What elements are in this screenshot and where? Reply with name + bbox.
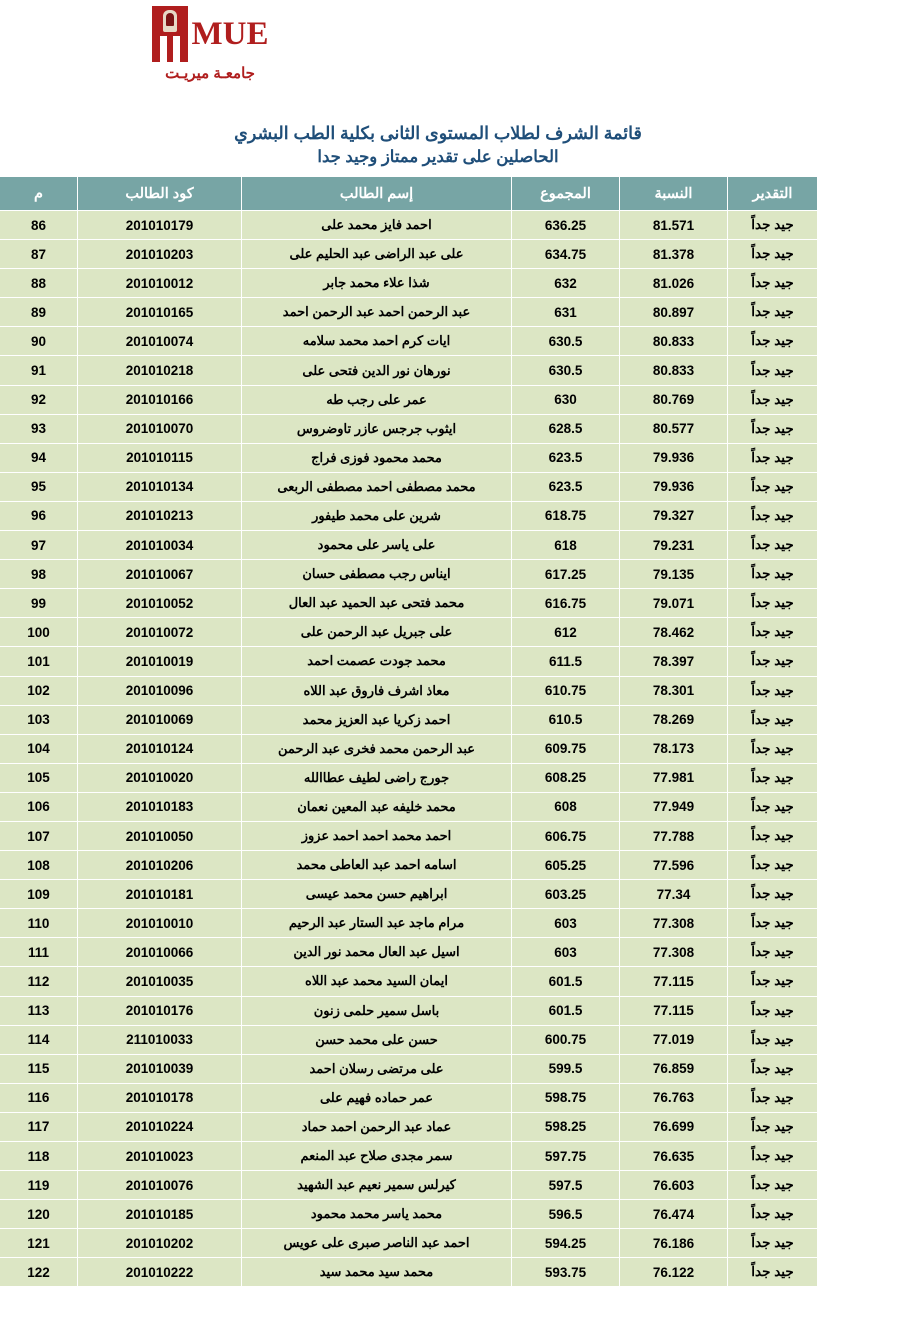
cell-student-name: عبد الرحمن محمد فخرى عبد الرحمن <box>242 734 512 763</box>
cell-index: 89 <box>0 298 78 327</box>
table-row <box>0 967 818 996</box>
cell-student-code: 201010176 <box>78 996 242 1025</box>
cell-total: 608.25 <box>512 763 620 792</box>
cell-percentage: 77.981 <box>620 763 728 792</box>
table-row <box>0 618 818 647</box>
cell-index: 116 <box>0 1083 78 1112</box>
cell-grade: جيد جداً <box>728 792 818 821</box>
cell-student-name: محمد جودت عصمت احمد <box>242 647 512 676</box>
cell-student-code: 201010066 <box>78 938 242 967</box>
table-row <box>0 1142 818 1171</box>
page-title-line1: قائمة الشرف لطلاب المستوى الثانى بكلية الطب البشري <box>234 123 642 143</box>
cell-total: 594.25 <box>512 1229 620 1258</box>
cell-percentage: 79.135 <box>620 560 728 589</box>
cell-percentage: 81.026 <box>620 269 728 298</box>
table-row <box>0 821 818 850</box>
cell-total: 612 <box>512 618 620 647</box>
cell-student-name: على عبد الراضى عبد الحليم على <box>242 240 512 269</box>
cell-index: 114 <box>0 1025 78 1054</box>
cell-student-code: 201010034 <box>78 531 242 560</box>
table-row <box>0 385 818 414</box>
cell-index: 107 <box>0 821 78 850</box>
cell-student-name: على جبريل عبد الرحمن على <box>242 618 512 647</box>
table-row <box>0 705 818 734</box>
cell-student-name: مرام ماجد عبد الستار عبد الرحيم <box>242 909 512 938</box>
cell-total: 636.25 <box>512 211 620 240</box>
cell-grade: جيد جداً <box>728 298 818 327</box>
cell-student-code: 201010213 <box>78 501 242 530</box>
cell-percentage: 81.571 <box>620 211 728 240</box>
cell-index: 91 <box>0 356 78 385</box>
cell-student-name: ايثوب جرجس عازر تاوضروس <box>242 414 512 443</box>
table-row <box>0 734 818 763</box>
cell-total: 610.75 <box>512 676 620 705</box>
cell-student-name: نورهان نور الدين فتحى على <box>242 356 512 385</box>
table-body <box>0 211 818 1287</box>
cell-total: 628.5 <box>512 414 620 443</box>
cell-percentage: 76.859 <box>620 1054 728 1083</box>
cell-student-code: 201010072 <box>78 618 242 647</box>
cell-total: 623.5 <box>512 472 620 501</box>
cell-grade: جيد جداً <box>728 618 818 647</box>
cell-percentage: 77.949 <box>620 792 728 821</box>
cell-total: 611.5 <box>512 647 620 676</box>
cell-total: 601.5 <box>512 967 620 996</box>
cell-student-name: جورج راضى لطيف عطاالله <box>242 763 512 792</box>
cell-total: 632 <box>512 269 620 298</box>
page-title <box>58 122 818 168</box>
cell-percentage: 80.769 <box>620 385 728 414</box>
cell-percentage: 78.269 <box>620 705 728 734</box>
cell-total: 609.75 <box>512 734 620 763</box>
cell-index: 113 <box>0 996 78 1025</box>
cell-index: 108 <box>0 851 78 880</box>
cell-student-code: 201010050 <box>78 821 242 850</box>
table-header-row <box>0 177 818 211</box>
column-header-total: المجموع <box>512 177 620 211</box>
cell-grade: جيد جداً <box>728 269 818 298</box>
cell-grade: جيد جداً <box>728 589 818 618</box>
cell-student-code: 201010185 <box>78 1200 242 1229</box>
column-header-student-name: إسم الطالب <box>242 177 512 211</box>
table-row <box>0 880 818 909</box>
cell-percentage: 79.231 <box>620 531 728 560</box>
cell-percentage: 76.122 <box>620 1258 728 1287</box>
cell-student-code: 201010035 <box>78 967 242 996</box>
cell-student-code: 201010179 <box>78 211 242 240</box>
cell-grade: جيد جداً <box>728 1258 818 1287</box>
cell-student-name: محمد خليفه عبد المعين نعمان <box>242 792 512 821</box>
cell-percentage: 78.301 <box>620 676 728 705</box>
cell-total: 603 <box>512 909 620 938</box>
cell-total: 606.75 <box>512 821 620 850</box>
cell-grade: جيد جداً <box>728 211 818 240</box>
cell-student-name: عمر حماده فهيم على <box>242 1083 512 1112</box>
cell-grade: جيد جداً <box>728 1142 818 1171</box>
cell-index: 92 <box>0 385 78 414</box>
cell-total: 630 <box>512 385 620 414</box>
cell-student-code: 201010124 <box>78 734 242 763</box>
cell-student-code: 201010012 <box>78 269 242 298</box>
cell-student-code: 201010166 <box>78 385 242 414</box>
cell-percentage: 77.596 <box>620 851 728 880</box>
table-row <box>0 560 818 589</box>
cell-student-name: اسامه احمد عبد العاطى محمد <box>242 851 512 880</box>
cell-percentage: 80.833 <box>620 356 728 385</box>
logo-text: MUE <box>191 15 269 52</box>
cell-total: 616.75 <box>512 589 620 618</box>
cell-grade: جيد جداً <box>728 560 818 589</box>
cell-student-name: ايناس رجب مصطفى حسان <box>242 560 512 589</box>
cell-total: 617.25 <box>512 560 620 589</box>
table-row <box>0 1025 818 1054</box>
cell-percentage: 76.186 <box>620 1229 728 1258</box>
cell-total: 603 <box>512 938 620 967</box>
cell-total: 599.5 <box>512 1054 620 1083</box>
cell-student-name: عمر على رجب طه <box>242 385 512 414</box>
cell-student-name: محمد ياسر محمد محمود <box>242 1200 512 1229</box>
cell-student-code: 201010183 <box>78 792 242 821</box>
table-row <box>0 211 818 240</box>
cell-index: 101 <box>0 647 78 676</box>
cell-index: 96 <box>0 501 78 530</box>
cell-student-code: 201010023 <box>78 1142 242 1171</box>
cell-total: 605.25 <box>512 851 620 880</box>
table-row <box>0 996 818 1025</box>
table-row <box>0 269 818 298</box>
cell-grade: جيد جداً <box>728 531 818 560</box>
table-row <box>0 763 818 792</box>
cell-total: 618.75 <box>512 501 620 530</box>
cell-percentage: 77.115 <box>620 996 728 1025</box>
cell-student-name: عماد عبد الرحمن احمد حماد <box>242 1112 512 1141</box>
cell-grade: جيد جداً <box>728 938 818 967</box>
cell-percentage: 76.635 <box>620 1142 728 1171</box>
cell-index: 111 <box>0 938 78 967</box>
cell-student-name: محمد فتحى عبد الحميد عبد العال <box>242 589 512 618</box>
cell-student-name: على مرتضى رسلان احمد <box>242 1054 512 1083</box>
cell-student-name: باسل سمير حلمى زنون <box>242 996 512 1025</box>
cell-percentage: 78.462 <box>620 618 728 647</box>
column-header-index: م <box>0 177 78 211</box>
cell-index: 97 <box>0 531 78 560</box>
cell-total: 610.5 <box>512 705 620 734</box>
cell-grade: جيد جداً <box>728 1200 818 1229</box>
cell-student-code: 201010203 <box>78 240 242 269</box>
cell-grade: جيد جداً <box>728 996 818 1025</box>
table-row <box>0 589 818 618</box>
university-logo <box>100 6 320 82</box>
cell-total: 608 <box>512 792 620 821</box>
cell-index: 117 <box>0 1112 78 1141</box>
table-row <box>0 909 818 938</box>
cell-grade: جيد جداً <box>728 821 818 850</box>
cell-student-code: 201010096 <box>78 676 242 705</box>
cell-total: 634.75 <box>512 240 620 269</box>
cell-index: 86 <box>0 211 78 240</box>
cell-percentage: 77.788 <box>620 821 728 850</box>
cell-grade: جيد جداً <box>728 880 818 909</box>
column-header-percentage: النسبة <box>620 177 728 211</box>
cell-percentage: 78.397 <box>620 647 728 676</box>
cell-grade: جيد جداً <box>728 909 818 938</box>
cell-grade: جيد جداً <box>728 1025 818 1054</box>
cell-total: 631 <box>512 298 620 327</box>
university-monument-icon <box>152 6 188 62</box>
cell-total: 601.5 <box>512 996 620 1025</box>
cell-grade: جيد جداً <box>728 443 818 472</box>
cell-percentage: 80.897 <box>620 298 728 327</box>
cell-percentage: 77.308 <box>620 909 728 938</box>
table-row <box>0 1054 818 1083</box>
cell-total: 598.75 <box>512 1083 620 1112</box>
cell-student-code: 201010218 <box>78 356 242 385</box>
cell-student-code: 201010202 <box>78 1229 242 1258</box>
cell-student-name: احمد عبد الناصر صبرى على عويس <box>242 1229 512 1258</box>
cell-grade: جيد جداً <box>728 647 818 676</box>
cell-grade: جيد جداً <box>728 676 818 705</box>
table-row <box>0 414 818 443</box>
cell-total: 630.5 <box>512 327 620 356</box>
cell-percentage: 80.577 <box>620 414 728 443</box>
cell-grade: جيد جداً <box>728 1112 818 1141</box>
cell-student-code: 201010074 <box>78 327 242 356</box>
cell-student-code: 201010178 <box>78 1083 242 1112</box>
cell-index: 115 <box>0 1054 78 1083</box>
cell-student-name: اسيل عبد العال محمد نور الدين <box>242 938 512 967</box>
cell-percentage: 76.474 <box>620 1200 728 1229</box>
cell-student-code: 201010115 <box>78 443 242 472</box>
cell-index: 100 <box>0 618 78 647</box>
cell-percentage: 79.936 <box>620 443 728 472</box>
cell-index: 102 <box>0 676 78 705</box>
cell-grade: جيد جداً <box>728 1171 818 1200</box>
cell-grade: جيد جداً <box>728 1083 818 1112</box>
cell-index: 121 <box>0 1229 78 1258</box>
table-row <box>0 531 818 560</box>
cell-index: 94 <box>0 443 78 472</box>
cell-percentage: 76.603 <box>620 1171 728 1200</box>
cell-student-name: سمر مجدى صلاح عبد المنعم <box>242 1142 512 1171</box>
cell-index: 120 <box>0 1200 78 1229</box>
cell-student-code: 201010039 <box>78 1054 242 1083</box>
cell-total: 623.5 <box>512 443 620 472</box>
cell-grade: جيد جداً <box>728 240 818 269</box>
cell-student-name: عبد الرحمن احمد عبد الرحمن احمد <box>242 298 512 327</box>
honor-list-table-wrapper <box>0 176 818 1287</box>
cell-percentage: 77.34 <box>620 880 728 909</box>
cell-index: 105 <box>0 763 78 792</box>
cell-student-code: 201010224 <box>78 1112 242 1141</box>
table-row <box>0 356 818 385</box>
column-header-student-code: كود الطالب <box>78 177 242 211</box>
table-row <box>0 240 818 269</box>
cell-total: 593.75 <box>512 1258 620 1287</box>
cell-student-name: معاذ اشرف فاروق عبد اللاه <box>242 676 512 705</box>
cell-grade: جيد جداً <box>728 763 818 792</box>
cell-student-code: 201010019 <box>78 647 242 676</box>
cell-total: 596.5 <box>512 1200 620 1229</box>
cell-total: 630.5 <box>512 356 620 385</box>
table-row <box>0 327 818 356</box>
cell-student-code: 201010070 <box>78 414 242 443</box>
cell-student-name: محمد محمود فوزى فراج <box>242 443 512 472</box>
cell-grade: جيد جداً <box>728 734 818 763</box>
cell-total: 600.75 <box>512 1025 620 1054</box>
cell-student-name: ايات كرم احمد محمد سلامه <box>242 327 512 356</box>
cell-index: 110 <box>0 909 78 938</box>
cell-student-code: 201010052 <box>78 589 242 618</box>
cell-student-code: 211010033 <box>78 1025 242 1054</box>
table-row <box>0 1229 818 1258</box>
logo-subtitle: جامعـة ميريـت <box>165 65 255 82</box>
cell-index: 93 <box>0 414 78 443</box>
cell-total: 597.5 <box>512 1171 620 1200</box>
cell-student-name: محمد مصطفى احمد مصطفى الربعى <box>242 472 512 501</box>
cell-student-name: ايمان السيد محمد عبد اللاه <box>242 967 512 996</box>
cell-student-name: حسن على محمد حسن <box>242 1025 512 1054</box>
cell-index: 122 <box>0 1258 78 1287</box>
cell-student-code: 201010010 <box>78 909 242 938</box>
cell-index: 118 <box>0 1142 78 1171</box>
cell-total: 597.75 <box>512 1142 620 1171</box>
cell-grade: جيد جداً <box>728 1229 818 1258</box>
table-row <box>0 938 818 967</box>
cell-index: 103 <box>0 705 78 734</box>
page-title-line2: الحاصلين على تقدير ممتاز وجيد جدا <box>317 147 559 166</box>
cell-percentage: 77.019 <box>620 1025 728 1054</box>
cell-grade: جيد جداً <box>728 327 818 356</box>
cell-grade: جيد جداً <box>728 385 818 414</box>
table-row <box>0 1200 818 1229</box>
cell-student-name: شذا علاء محمد جابر <box>242 269 512 298</box>
cell-student-code: 201010181 <box>78 880 242 909</box>
cell-index: 106 <box>0 792 78 821</box>
table-row <box>0 1258 818 1287</box>
cell-student-name: احمد زكريا عبد العزيز محمد <box>242 705 512 734</box>
honor-list-table <box>0 176 818 1287</box>
cell-percentage: 79.936 <box>620 472 728 501</box>
cell-index: 95 <box>0 472 78 501</box>
cell-student-code: 201010076 <box>78 1171 242 1200</box>
cell-percentage: 80.833 <box>620 327 728 356</box>
table-row <box>0 792 818 821</box>
cell-grade: جيد جداً <box>728 356 818 385</box>
cell-grade: جيد جداً <box>728 967 818 996</box>
cell-index: 99 <box>0 589 78 618</box>
cell-grade: جيد جداً <box>728 1054 818 1083</box>
cell-student-code: 201010069 <box>78 705 242 734</box>
table-row <box>0 1083 818 1112</box>
cell-index: 87 <box>0 240 78 269</box>
table-row <box>0 501 818 530</box>
cell-index: 112 <box>0 967 78 996</box>
cell-student-name: شرين على محمد طيفور <box>242 501 512 530</box>
table-row <box>0 1112 818 1141</box>
cell-grade: جيد جداً <box>728 472 818 501</box>
column-header-grade: التقدير <box>728 177 818 211</box>
cell-student-code: 201010206 <box>78 851 242 880</box>
cell-total: 603.25 <box>512 880 620 909</box>
table-row <box>0 851 818 880</box>
cell-total: 598.25 <box>512 1112 620 1141</box>
cell-student-name: محمد سيد محمد سيد <box>242 1258 512 1287</box>
cell-percentage: 77.308 <box>620 938 728 967</box>
table-row <box>0 472 818 501</box>
cell-index: 88 <box>0 269 78 298</box>
cell-student-code: 201010222 <box>78 1258 242 1287</box>
cell-student-code: 201010020 <box>78 763 242 792</box>
cell-student-name: ابراهيم حسن محمد عيسى <box>242 880 512 909</box>
cell-grade: جيد جداً <box>728 501 818 530</box>
cell-student-name: على ياسر على محمود <box>242 531 512 560</box>
cell-percentage: 76.699 <box>620 1112 728 1141</box>
cell-index: 119 <box>0 1171 78 1200</box>
cell-index: 90 <box>0 327 78 356</box>
cell-student-name: احمد فايز محمد على <box>242 211 512 240</box>
table-row <box>0 443 818 472</box>
cell-student-name: كيرلس سمير نعيم عبد الشهيد <box>242 1171 512 1200</box>
cell-student-code: 201010067 <box>78 560 242 589</box>
cell-index: 98 <box>0 560 78 589</box>
cell-student-code: 201010165 <box>78 298 242 327</box>
cell-percentage: 78.173 <box>620 734 728 763</box>
cell-student-name: احمد محمد احمد احمد عزوز <box>242 821 512 850</box>
cell-grade: جيد جداً <box>728 705 818 734</box>
cell-grade: جيد جداً <box>728 414 818 443</box>
logo-row <box>100 6 320 62</box>
cell-student-code: 201010134 <box>78 472 242 501</box>
table-row <box>0 298 818 327</box>
cell-grade: جيد جداً <box>728 851 818 880</box>
cell-total: 618 <box>512 531 620 560</box>
cell-percentage: 79.071 <box>620 589 728 618</box>
cell-percentage: 81.378 <box>620 240 728 269</box>
table-row <box>0 647 818 676</box>
table-row <box>0 676 818 705</box>
cell-percentage: 76.763 <box>620 1083 728 1112</box>
cell-percentage: 77.115 <box>620 967 728 996</box>
cell-index: 109 <box>0 880 78 909</box>
table-row <box>0 1171 818 1200</box>
cell-percentage: 79.327 <box>620 501 728 530</box>
cell-index: 104 <box>0 734 78 763</box>
